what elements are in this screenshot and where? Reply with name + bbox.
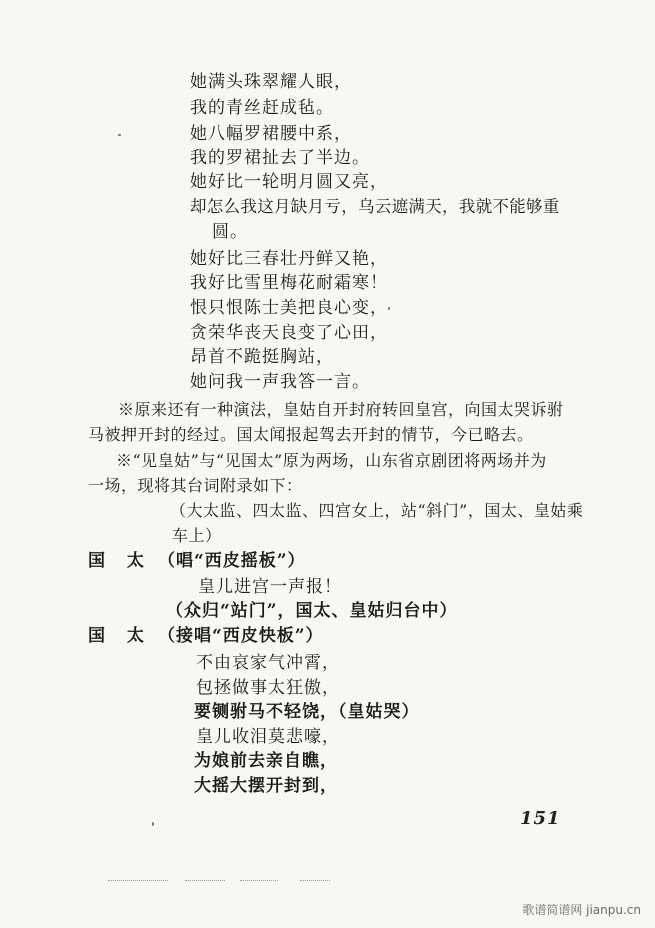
scan-artifact (185, 880, 225, 882)
verse-line: 她问我一声我答一言。 (190, 372, 370, 392)
watermark: 歌谱简谱网 jianpu.cn (522, 903, 641, 917)
verse-line: 恨只恨陈士美把良心变， (190, 298, 388, 318)
verse-line: 我的青丝赶成毡。 (190, 98, 334, 118)
verse-line: 为娘前去亲自瞧， (194, 751, 338, 771)
verse-line: 她满头珠翠耀人眼， (190, 72, 352, 92)
verse-line: 昂首不跪挺胸站， (190, 347, 334, 367)
scan-artifact (240, 880, 278, 882)
footnote-line: ※原来还有一种演法，皇姑自开封府转回皇宫，向国太哭诉驸 (118, 400, 564, 419)
scan-speck (152, 822, 154, 826)
scan-speck (388, 307, 390, 310)
scan-artifact (300, 880, 330, 882)
speaker-name: 国 太 (88, 626, 152, 646)
stage-direction: （众归“站门”，国太、皇姑归台中） (166, 601, 458, 621)
singing-direction: （唱“西皮摇板”） (158, 551, 306, 571)
verse-line: 她八幅罗裙腰中系， (190, 124, 352, 144)
verse-line: 她好比三春壮丹鲜又艳， (190, 249, 388, 269)
singing-direction: （接唱“西皮快板”） (158, 626, 324, 646)
footnote-line: 马被押开封的经过。国太闻报起驾去开封的情节，今已略去。 (88, 425, 534, 444)
verse-line: 要铡驸马不轻饶，（皇姑哭） (194, 702, 420, 722)
verse-line: 她好比一轮明月圆又亮， (190, 172, 388, 192)
verse-line: 大摇大摆开封到， (194, 776, 338, 796)
stage-direction: 车上） (172, 526, 222, 545)
page-number: 151 (520, 808, 561, 829)
verse-line: 贪荣华丧天良变了心田， (190, 323, 388, 343)
verse-line: 却怎么我这月缺月亏，乌云遮满天，我就不能够重 (190, 197, 560, 216)
verse-line: 我的罗裙扯去了半边。 (190, 148, 370, 168)
verse-line: 包拯做事太狂傲， (196, 678, 340, 698)
footnote-line: ※“见皇姑”与“见国太”原为两场，山东省京剧团将两场并为 (116, 451, 547, 470)
stage-direction: （大太监、四太监、四宫女上，站“斜门”，国太、皇姑乘 (170, 501, 584, 520)
verse-line: 我好比雪里梅花耐霜寒！ (190, 273, 388, 293)
verse-line: 皇儿收泪莫悲嚎， (196, 727, 340, 747)
scan-artifact (108, 880, 168, 882)
verse-line: 不由哀家气冲霄， (196, 653, 340, 673)
verse-line-continuation: 圆。 (212, 222, 248, 242)
speaker-name: 国 太 (88, 551, 152, 571)
footnote-line: 一场，现将其台词附录如下： (88, 476, 303, 495)
sung-line: 皇儿进宫一声报！ (198, 577, 342, 597)
scan-speck (118, 134, 121, 136)
